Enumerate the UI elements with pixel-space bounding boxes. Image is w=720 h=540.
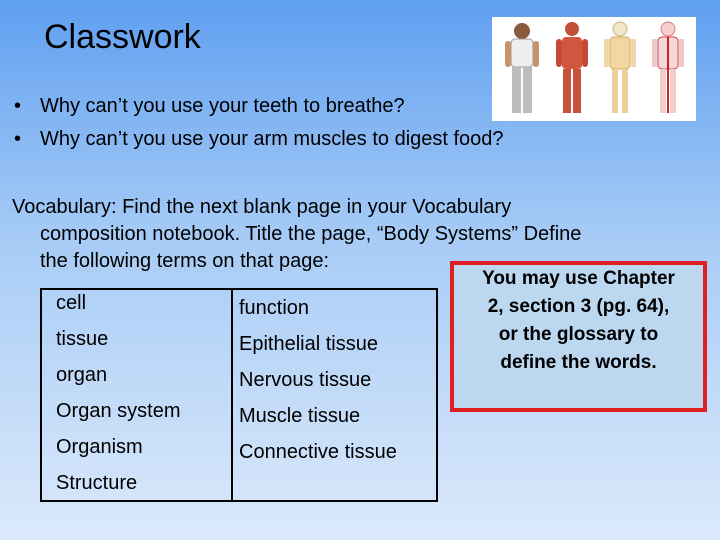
circulatory-figure — [652, 22, 684, 113]
muscular-figure — [556, 22, 588, 113]
vocab-line: the following terms on that page: — [40, 250, 330, 272]
vocab-line: composition notebook. Title the page, “Body Systems” Define — [40, 223, 582, 245]
term-function: function — [239, 297, 310, 319]
note-line: or the glossary to — [498, 324, 659, 345]
skeletal-figure — [604, 22, 636, 113]
term-cell: cell — [56, 292, 87, 314]
note-line: define the words. — [500, 352, 657, 373]
term-structure: Structure — [56, 472, 138, 494]
slide-title: Classwork — [44, 18, 201, 56]
question-list — [14, 90, 504, 156]
vocab-line: Vocabulary: Find the next blank page in your Vocabulary — [12, 196, 512, 218]
note-line: You may use Chapter — [482, 268, 675, 289]
person-figure — [505, 23, 539, 113]
question-item — [14, 123, 504, 156]
term-nervous-tissue: Nervous tissue — [239, 369, 372, 391]
bullet-marker: • — [14, 95, 22, 117]
body-systems-illustration — [492, 17, 696, 121]
note-line: 2, section 3 (pg. 64), — [487, 296, 670, 317]
question-text: Why can’t you use your teeth to breathe? — [40, 95, 405, 117]
bullet-marker: • — [14, 128, 22, 150]
reference-note — [450, 261, 707, 412]
terms-table — [40, 288, 438, 502]
terms-divider — [231, 288, 233, 502]
term-tissue: tissue — [56, 328, 109, 350]
question-item — [14, 90, 504, 123]
term-organ-system: Organ system — [56, 400, 181, 422]
term-muscle-tissue: Muscle tissue — [239, 405, 361, 427]
term-organism: Organism — [56, 436, 143, 458]
term-epithelial-tissue: Epithelial tissue — [239, 333, 378, 355]
term-organ: organ — [56, 364, 108, 386]
question-text: Why can’t you use your arm muscles to digest food? — [40, 128, 504, 150]
term-connective-tissue: Connective tissue — [239, 441, 397, 463]
